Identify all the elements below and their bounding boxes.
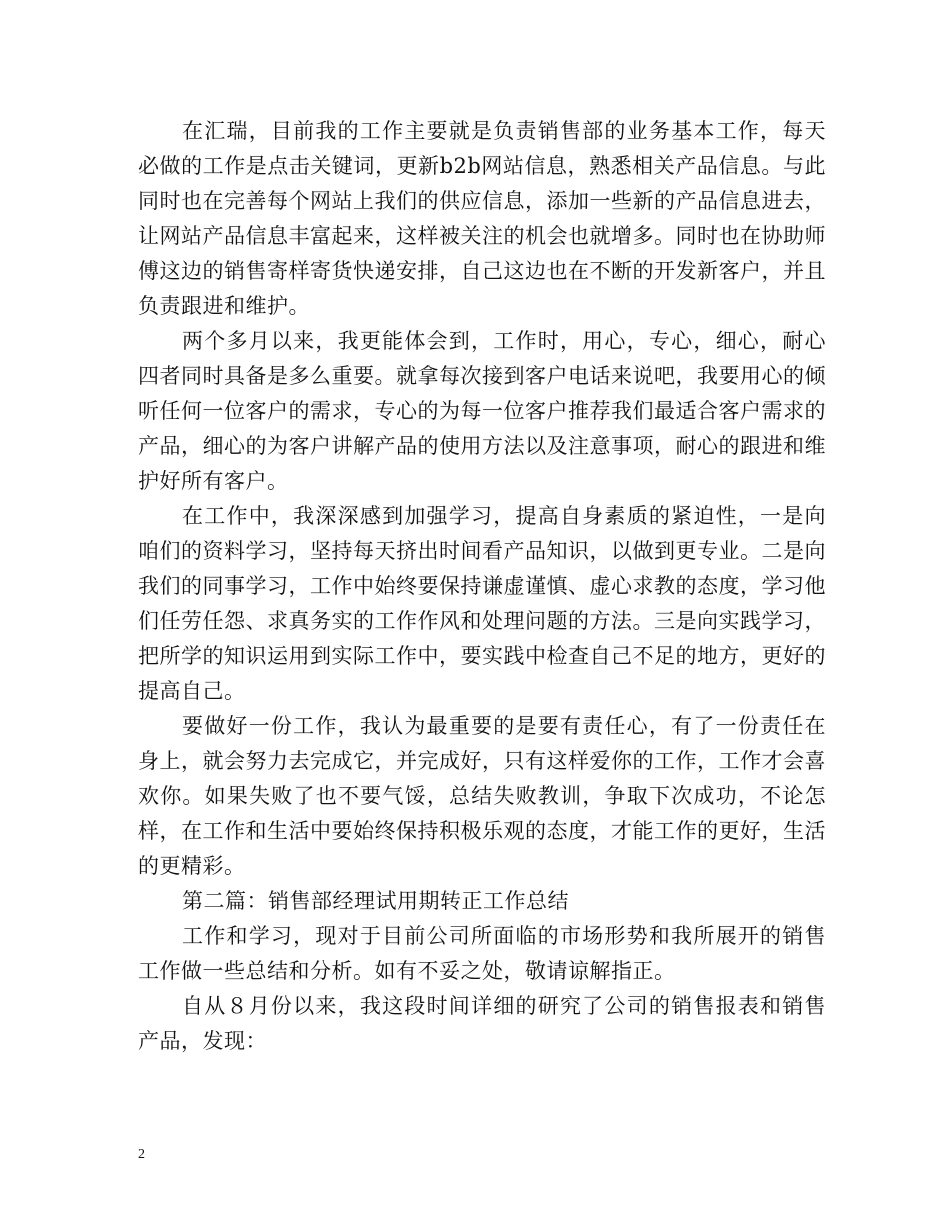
paragraph-3: 在工作中，我深深感到加强学习，提高自身素质的紧迫性，一是向咱们的资料学习，坚持每天挤出时间看产品知识，以做到更专业。二是向我们的同事学习，工作中始终要保持谦虚谨慎、虚心求教的态度，学习他们任劳任怨、求真务实的工作作风和处理问题的方法。三是向实践学习，把所学的知识运用到实际工作中，要实践中检查自己不足的地方，更好的提高自己。 (138, 504, 826, 703)
paragraph-4: 要做好一份工作，我认为最重要的是要有责任心，有了一份责任在身上，就会努力去完成它，并完成好，只有这样爱你的工作，工作才会喜欢你。如果失败了也不要气馁，总结失败教训，争取下次成功，不论怎样，在工作和生活中要始终保持积极乐观的态度，才能工作的更好，生活的更精彩。 (138, 714, 826, 878)
section-heading: 第二篇：销售部经理试用期转正工作总结 (182, 889, 569, 913)
paragraph-1: 在汇瑞，目前我的工作主要就是负责销售部的业务基本工作，每天必做的工作是点击关键词，更新b2b网站信息，熟悉相关产品信息。与此同时也在完善每个网站上我们的供应信息，添加一些新的产品信息进去，让网站产品信息丰富起来，这样被关注的机会也就增多。同时也在协助师傅这边的销售寄样寄货快递安排，自己这边也在不断的开发新客户，并且负责跟进和维护。 (138, 119, 826, 318)
document-body (138, 114, 826, 1059)
paragraph-5: 工作和学习，现对于目前公司所面临的市场形势和我所展开的销售工作做一些总结和分析。如有不妥之处，敬请谅解指正。 (138, 924, 826, 983)
paragraph-2: 两个多月以来，我更能体会到，工作时，用心，专心，细心，耐心四者同时具备是多么重要。就拿每次接到客户电话来说吧，我要用心的倾听任何一位客户的需求，专心的为每一位客户推荐我们最适合客户需求的产品，细心的为客户讲解产品的使用方法以及注意事项，耐心的跟进和维护好所有客户。 (138, 329, 826, 493)
page-number: 2 (138, 1147, 145, 1162)
paragraph-6: 自从８月份以来，我这段时间详细的研究了公司的销售报表和销售产品，发现： (138, 994, 826, 1053)
